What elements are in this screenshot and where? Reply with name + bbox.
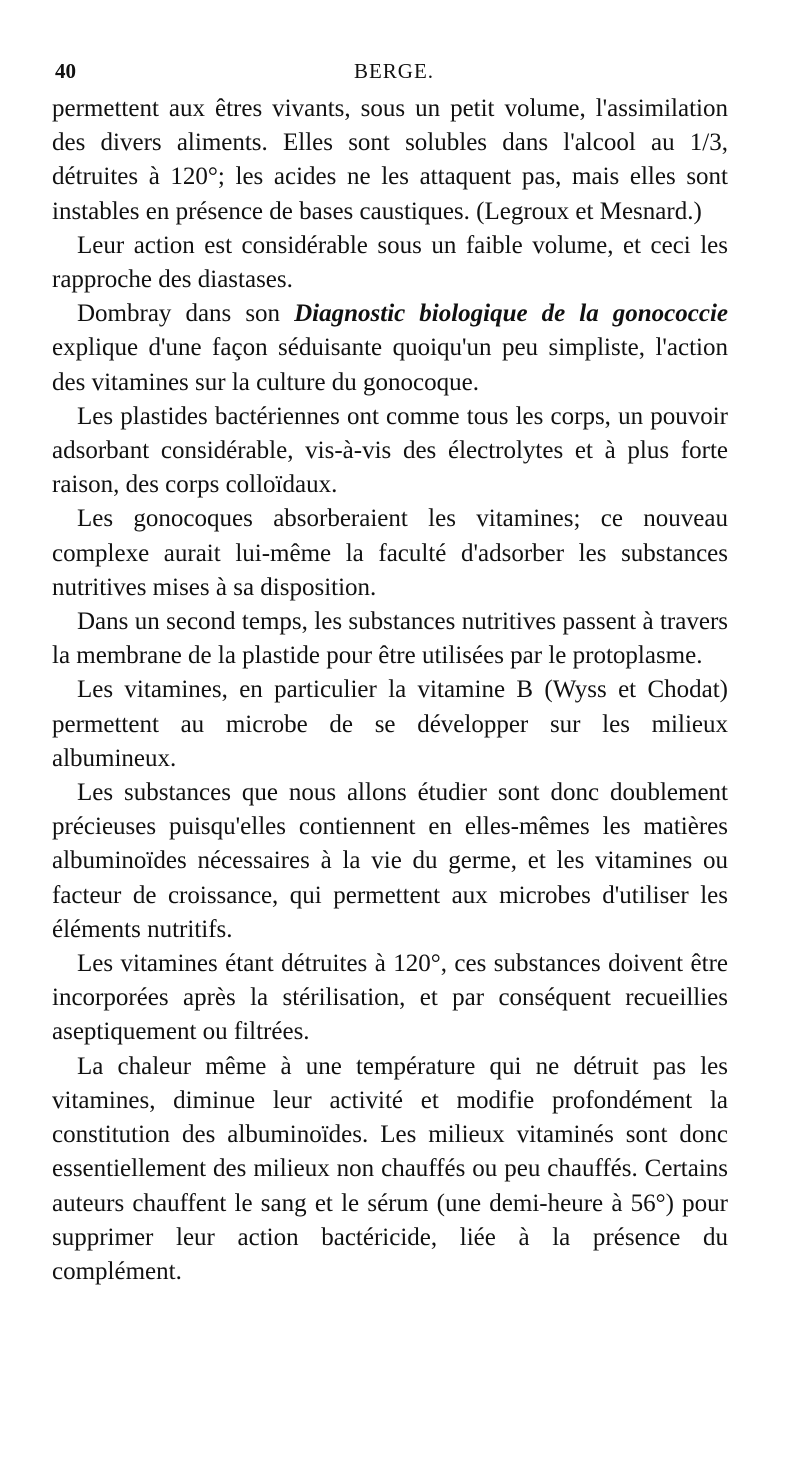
paragraph-text: Dombray dans son xyxy=(77,300,295,328)
paragraph xyxy=(52,400,728,503)
paragraph-text: Les vitamines étant détruites à 120°, ces substances doivent être incorporées après la stérilisation, et par conséquent recueillies aseptiquement ou filtrées. xyxy=(52,950,728,1046)
paragraph-text: Les vitamines, en particulier la vitamine B (Wyss et Chodat) permettent au microbe de se développer sur les milieux albumineux. xyxy=(52,676,728,772)
paragraph xyxy=(52,605,728,673)
body-text xyxy=(52,92,728,1289)
cited-work-title: Diagnostic biologique de la gonococcie xyxy=(294,300,729,328)
paragraph-text: Les substances que nous allons étudier sont donc doublement précieuses puisqu'elles contiennent en elles-mêmes les matières albuminoïdes nécessaires à la vie du germe, et les vitamines ou facteur de croissance, qui permettent aux microbes d'utiliser les éléments nutritifs. xyxy=(52,779,728,943)
paragraph-text: explique d'une façon séduisante quoiqu'un peu simpliste, l'action des vitamines sur la culture du gonocoque. xyxy=(52,334,728,396)
paragraph-text: Dans un second temps, les substances nutritives passent à travers la membrane de la plastide pour être utilisées par le protoplasme. xyxy=(52,608,728,670)
paragraph-text: La chaleur même à une température qui ne détruit pas les vitamines, diminue leur activité et modifie profondément la constitution des albuminoïdes. Les milieux vitaminés sont donc essentiellement des milieux non chauffés ou peu chauffés. Certains auteurs chauffent le sang et le sérum (une demi-heure à 56°) pour supprimer leur action bactéricide, liée à la présence du complément. xyxy=(52,1052,728,1285)
paragraph xyxy=(52,947,728,1050)
paragraph xyxy=(52,297,728,400)
paragraph xyxy=(52,673,728,776)
paragraph-text: Leur action est considérable sous un faible volume, et ceci les rapproche des diastases. xyxy=(52,231,728,294)
paragraph xyxy=(52,502,728,605)
paragraph-text: Les gonocoques absorberaient les vitamines; ce nouveau complexe aurait lui-même la faculté d'adsorber les substances nutritives mises à sa disposition. xyxy=(52,505,728,601)
page-number: 40 xyxy=(55,59,76,83)
paragraph xyxy=(52,1050,728,1289)
paragraph-continued xyxy=(52,92,728,229)
paragraph xyxy=(52,229,728,297)
running-head xyxy=(55,58,733,84)
paragraph-text: Les plastides bactériennes ont comme tous les corps, un pouvoir adsorbant considérable, vis-à-vis des électrolytes et à plus forte raison, des corps colloïdaux. xyxy=(52,402,728,499)
running-title: BERGE. xyxy=(353,59,435,83)
paragraph-text: permettent aux êtres vivants, sous un petit volume, l'assimilation des divers aliments. Elles sont solubles dans l'alcool au 1/3, détruites à 120°; les acides ne les attaquent pas, mais elles sont instables en présence de bases caustiques. (Legroux et Mesnard.) xyxy=(52,95,728,225)
paragraph xyxy=(52,776,728,947)
